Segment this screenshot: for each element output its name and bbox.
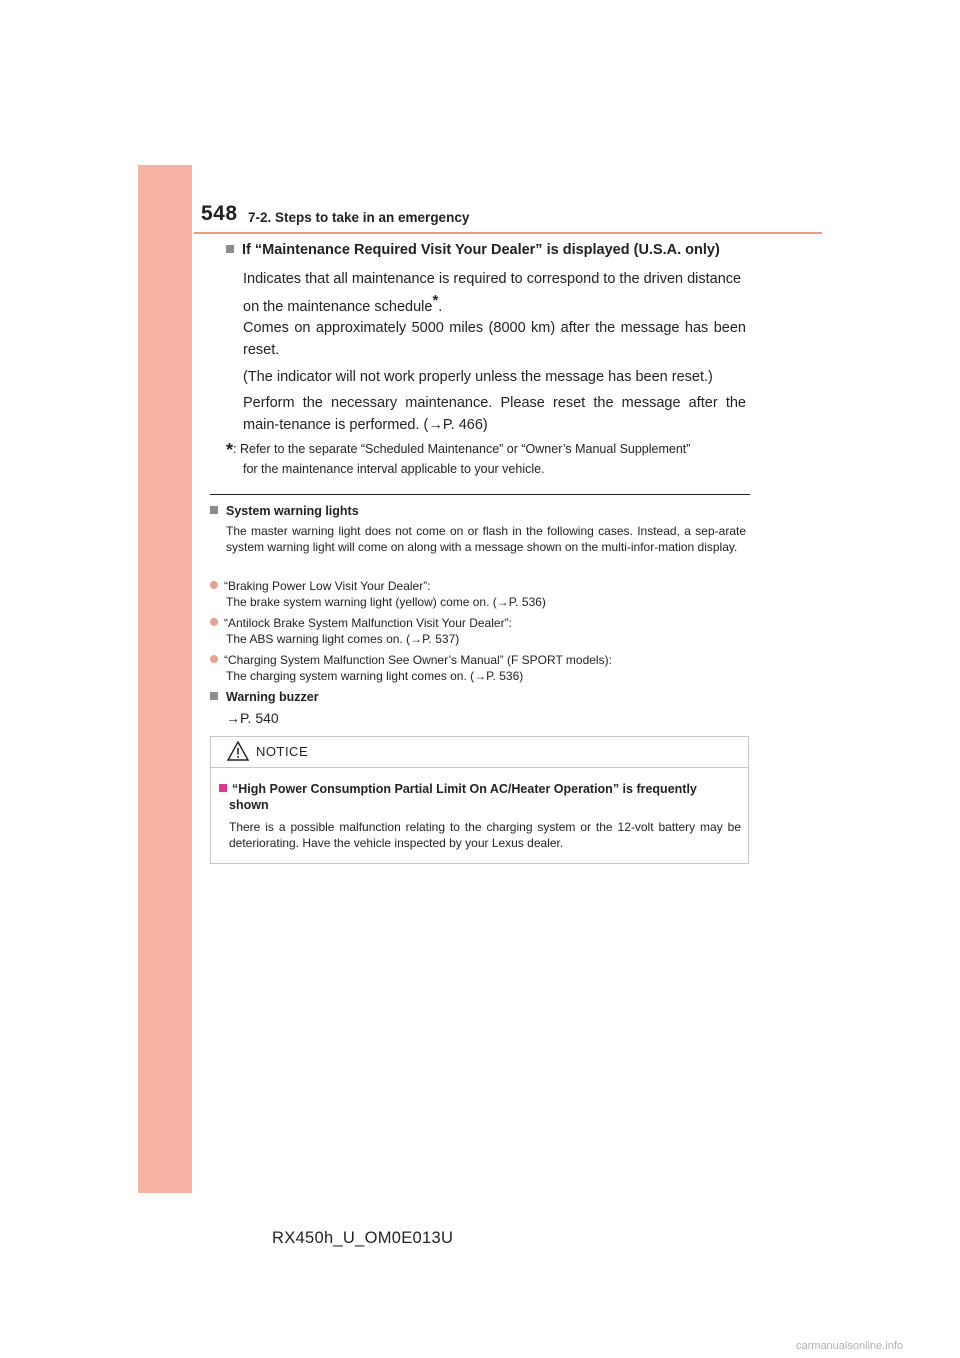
footnote-asterisk: * xyxy=(226,440,234,460)
circle-bullet-icon xyxy=(210,581,218,589)
square-bullet-icon xyxy=(210,692,218,700)
side-color-bar xyxy=(138,165,192,1193)
circle-bullet-icon xyxy=(210,618,218,626)
maintenance-heading: If “Maintenance Required Visit Your Dealer” is displayed (U.S.A. only) xyxy=(226,242,720,258)
notice-header xyxy=(211,737,748,768)
footer-code: RX450h_U_OM0E013U xyxy=(272,1229,454,1247)
list-item: “Charging System Malfunction See Owner’s Manual” (F SPORT models): The charging system warning light comes on. (→P. 536) xyxy=(210,652,750,684)
notice-title: NOTICE xyxy=(256,744,309,759)
maintenance-para-3: (The indicator will not work properly unless the message has been reset.) xyxy=(243,369,713,385)
asterisk-mark: * xyxy=(432,292,439,309)
system-warning-heading: System warning lights xyxy=(210,504,359,518)
list-item: “Braking Power Low Visit Your Dealer”: The brake system warning light (yellow) come on. (→P. 536) xyxy=(210,578,750,610)
system-warning-intro: The master warning light does not come on or flash in the following cases. Instead, a sep-arate system warning light will come on along with a message shown on the multi-infor-mation display. xyxy=(226,524,746,554)
warning-buzzer-heading: Warning buzzer xyxy=(210,690,319,704)
square-bullet-icon xyxy=(219,784,227,792)
warning-buzzer-ref: →P. 540 xyxy=(226,710,279,726)
square-bullet-icon xyxy=(226,245,234,253)
header-rule xyxy=(194,232,822,234)
section-title: 7-2. Steps to take in an emergency xyxy=(248,210,470,225)
page-number: 548 xyxy=(201,202,238,225)
footnote: *: Refer to the separate “Scheduled Maintenance” or “Owner’s Manual Supplement” for the maintenance interval applicable to your vehicle. xyxy=(226,440,691,476)
maintenance-para-1: Indicates that all maintenance is required to correspond to the driven distance on the maintenance schedule*. xyxy=(243,271,742,315)
maintenance-para-4: Perform the necessary maintenance. Please reset the message after the main-tenance is performed. (→P. 466) xyxy=(243,395,746,433)
square-bullet-icon xyxy=(210,506,218,514)
section-divider xyxy=(210,494,750,495)
warning-triangle-icon xyxy=(227,741,249,761)
watermark: carmanualsonline.info xyxy=(796,1340,904,1352)
notice-box xyxy=(210,736,749,864)
list-item: “Antilock Brake System Malfunction Visit Your Dealer”: The ABS warning light comes on. (→P. 537) xyxy=(210,615,750,647)
notice-body: There is a possible malfunction relating to the charging system or the 12-volt battery may be deteriorating. Have the vehicle inspected by your Lexus dealer. xyxy=(229,820,741,850)
maintenance-para-2: Comes on approximately 5000 miles (8000 km) after the message has been reset. xyxy=(243,320,746,358)
circle-bullet-icon xyxy=(210,655,218,663)
notice-heading: “High Power Consumption Partial Limit On AC/Heater Operation” is frequently shown xyxy=(219,781,744,813)
